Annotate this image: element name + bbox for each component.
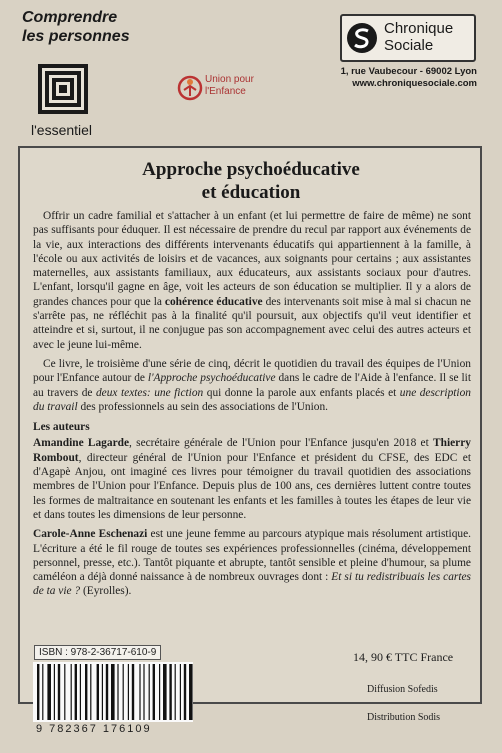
author-name: Thierry Rombout <box>33 437 471 464</box>
barcode-bar <box>180 664 181 720</box>
author-bio: est une jeune femme au parcours atypique mais résolument artistique. L'écriture a été le fil rouge de toutes ses expériences professionnelles (cinéma, développement personnel, presse, etc.). Tantôt piquante et abrupte, tantôt sensible et pleine d'humour, sa plume caméléon a déjà donné naissance à de nombreux ouvrages dont : <box>33 528 471 584</box>
book-title-line1: Approche psychoéducative <box>142 159 360 180</box>
partner-name <box>205 74 254 98</box>
publisher-name-line2: Sociale <box>384 37 434 54</box>
publisher-contact <box>337 66 477 90</box>
publisher-website: www.chroniquesociale.com <box>352 78 477 89</box>
barcode-bar <box>184 664 186 720</box>
blurb-italic: une description du travail <box>33 386 471 413</box>
barcode-bar <box>97 664 99 720</box>
barcode-bar <box>128 664 129 720</box>
distribution: Distribution Sodis <box>367 712 441 723</box>
barcode <box>33 662 193 722</box>
blurb-text: des professionnels au sein des associations de l'Union. <box>77 400 329 413</box>
blurb-text: des intervenants soit mise à mal si chacun ne s'arrête pas, ne réfléchit pas à la finalité qu'il poursuit, aux objectifs qu'il veut identifier et atteindre et si, surtout, il ne conjugue pas son accompagnement avec celui des autres acteurs et avec le jeune lui-même. <box>33 295 471 351</box>
publisher-name-line1: Chronique <box>384 20 454 37</box>
barcode-bar <box>111 664 115 720</box>
author-bio: , secrétaire générale de l'Union pour l'Enfance jusqu'en 2018 et <box>129 437 434 450</box>
barcode-bar <box>189 664 193 720</box>
isbn: ISBN : 978-2-36717-610-9 <box>34 645 161 660</box>
barcode-bar <box>169 664 171 720</box>
barcode-bar <box>102 664 103 720</box>
author-name: Carole-Anne Eschenazi <box>33 528 148 541</box>
barcode-number: 9 782367 176109 <box>36 723 152 735</box>
barcode-bar <box>153 664 155 720</box>
barcode-bar <box>117 664 118 720</box>
barcode-bar <box>159 664 160 720</box>
price: 14, 90 € TTC France <box>353 650 454 664</box>
collection-name: l'essentiel <box>31 122 93 138</box>
blurb-text: Offrir un cadre familial et s'attacher à un enfant (et lui permettre de faire de même) ne sont pas suffisants pour éduquer. Il est nécessaire de prendre du recul par rapport aux événements de la vie, aux interactions des différents intervenants éducatifs qui appartiennent à la famille, à l'école ou aux activités de loisirs et de vacances, aux soignants pour certains ; aux assistantes maternelles, aux assistants familiaux, aux éducateurs, aux assistants sociaux pour d'autres. L'enfant, lorsqu'il gagne en âge, voit les acteurs de son éducation se multiplier. Il y a alors de grandes chances pour que la <box>33 210 471 308</box>
author-bio: , directeur général de l'Union pour l'Enfance et président du CFSE, des EDC et d'Agapè Anjou, ont imaginé ces livres pour témoigner du travail quotidien des associations membres de l'Union pour l'Enfance. Depuis plus de 100 ans, ces dernières luttent contre toutes les formes de maltraitance en soutenant les enfants et les familles à toutes les étapes de leur vie et dans toutes les dimensions de leur personne. <box>33 451 471 521</box>
barcode-bar <box>42 664 43 720</box>
barcode-bar <box>90 664 91 720</box>
partner-name-line1: Union pour <box>205 74 254 85</box>
authors-paragraph-2 <box>33 527 471 598</box>
series-title-line1: Comprendre <box>22 9 118 26</box>
authors-paragraph-1 <box>33 436 471 522</box>
barcode-bar <box>175 664 176 720</box>
series-title <box>22 8 130 46</box>
blurb-emphasis: cohérence éducative <box>164 295 263 308</box>
barcode-bar <box>64 664 65 720</box>
blurb-text: dans le cadre de l'Aide à l'enfance. Il se lit au travers de <box>33 372 471 399</box>
author-bio: (Eyrolles). <box>80 585 132 598</box>
series-title-line2: les personnes <box>22 28 130 45</box>
barcode-bar <box>149 664 150 720</box>
diffusion: Diffusion Sofedis <box>367 684 438 695</box>
barcode-bar <box>106 664 108 720</box>
series-logo-icon <box>37 63 89 115</box>
blurb-paragraph-2 <box>33 357 471 414</box>
author-book-title: Et si tu redistribuais les cartes de ta vie ? <box>33 571 471 598</box>
blurb-paragraph-1 <box>33 209 471 352</box>
barcode-bar <box>54 664 55 720</box>
blurb-text: qui donne la parole aux enfants placés et <box>203 386 400 399</box>
publisher-name <box>384 20 453 54</box>
barcode-bar <box>71 664 72 720</box>
authors-heading: Les auteurs <box>33 421 90 434</box>
barcode-bar <box>75 664 77 720</box>
publisher-address: 1, rue Vaubecour - 69002 Lyon <box>340 66 477 77</box>
barcode-bar <box>47 664 51 720</box>
barcode-bar <box>139 664 140 720</box>
book-title <box>0 158 502 204</box>
chronique-sociale-icon <box>346 22 378 54</box>
barcode-bar <box>163 664 167 720</box>
barcode-bar <box>123 664 124 720</box>
book-title-line2: et éducation <box>201 182 301 203</box>
blurb-text: Ce livre, le troisième d'une série de cinq, décrit le quotidien du travail des équipes de l'Union pour l'Enfance autour de <box>33 357 471 385</box>
blurb-italic: l'Approche psychoéducative <box>147 372 276 385</box>
blurb <box>33 209 471 604</box>
barcode-bar <box>37 664 39 720</box>
author-name: Amandine Lagarde <box>33 437 130 450</box>
partner-name-line2: l'Enfance <box>205 86 246 97</box>
barcode-bar <box>132 664 134 720</box>
barcode-bar <box>143 664 144 720</box>
barcode-bar <box>85 664 87 720</box>
publisher-logo <box>340 14 476 62</box>
blurb-italic: deux textes: une fiction <box>95 386 204 399</box>
barcode-bar <box>58 664 60 720</box>
barcode-bar <box>80 664 81 720</box>
